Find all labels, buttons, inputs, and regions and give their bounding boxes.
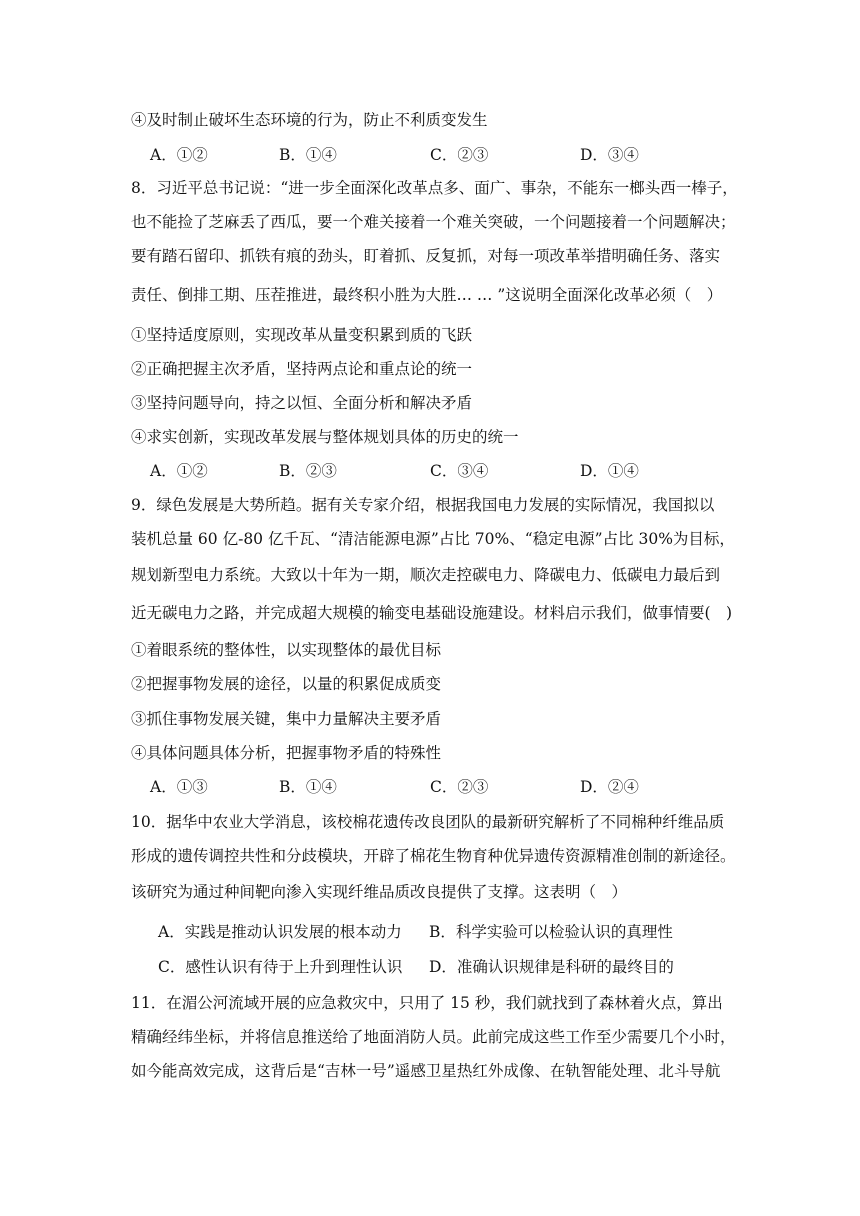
q8-item: ①坚持适度原则，实现改革从量变积累到质的飞跃	[131, 326, 473, 344]
q11-stem-line: 11．在湄公河流域开展的应急救灾中，只用了 15 秒，我们就找到了森林着火点，算出	[131, 994, 723, 1012]
q10-option-d: D．准确认识规律是科研的最终目的	[429, 958, 674, 976]
q9-option-d: D．②④	[580, 778, 639, 796]
q8-stem-line: 要有踏石留印、抓铁有痕的劲头，盯着抓、反复抓，对每一项改革举措明确任务、落实	[131, 247, 721, 265]
q9-option-a: A．①③	[150, 778, 208, 796]
q10-option-a: A．实践是推动认识发展的根本动力	[158, 923, 402, 941]
q9-stem-line: 装机总量 60 亿-80 亿千瓦、“清洁能源电源”占比 70%、“稳定电源”占比 30%为目标，	[131, 530, 735, 548]
q7-option-c: C．②③	[430, 146, 489, 164]
q9-stem-line: 9．绿色发展是大势所趋。据有关专家介绍，根据我国电力发展的实际情况，我国拟以	[131, 496, 715, 514]
q7-item-4: ④及时制止破坏生态环境的行为，防止不利质变发生	[131, 111, 488, 129]
q10-options-row-2	[0, 957, 860, 977]
q10-options-row-1	[0, 922, 860, 942]
q9-stem-line: 近无碳电力之路，并完成超大规模的输变电基础设施建设。材料启示我们，做事情要( )	[131, 604, 733, 622]
q9-options	[0, 777, 860, 797]
q7-option-d: D．③④	[580, 146, 639, 164]
q8-option-c: C．③④	[430, 462, 489, 480]
q9-item: ③抓住事物发展关键，集中力量解决主要矛盾	[131, 710, 442, 728]
q9-item: ④具体问题具体分析，把握事物矛盾的特殊性	[131, 744, 442, 762]
q8-item: ③坚持问题导向，持之以恒、全面分析和解决矛盾	[131, 394, 473, 412]
q8-stem-line: 责任、倒排工期、压茬推进，最终积小胜为大胜… … ”这说明全面深化改革必须（ ）	[131, 286, 723, 304]
q7-options	[0, 145, 860, 165]
q9-option-b: B．①④	[279, 778, 337, 796]
q11-stem-line: 精确经纬坐标，并将信息推送给了地面消防人员。此前完成这些工作至少需要几个小时，	[131, 1028, 736, 1046]
q9-item: ①着眼系统的整体性，以实现整体的最优目标	[131, 641, 442, 659]
q10-option-c: C．感性认识有待于上升到理性认识	[158, 958, 403, 976]
q11-stem-line: 如今能高效完成，这背后是“吉林一号”遥感卫星热红外成像、在轨智能处理、北斗导航	[131, 1062, 721, 1080]
q8-option-d: D．①④	[580, 462, 639, 480]
q8-option-a: A．①②	[150, 462, 208, 480]
q7-option-a: A．①②	[150, 146, 208, 164]
q10-stem-line: 该研究为通过种间靶向渗入实现纤维品质改良提供了支撑。这表明（ ）	[131, 883, 628, 901]
q8-item: ②正确把握主次矛盾，坚持两点论和重点论的统一	[131, 360, 473, 378]
q8-item: ④求实创新，实现改革发展与整体规划具体的历史的统一	[131, 428, 519, 446]
q8-stem-line: 也不能捡了芝麻丢了西瓜，要一个难关接着一个难关突破，一个问题接着一个问题解决；	[131, 213, 736, 231]
q7-option-b: B．①④	[279, 146, 337, 164]
q10-stem-line: 10．据华中农业大学消息，该校棉花遗传改良团队的最新研究解析了不同棉种纤维品质	[131, 813, 725, 831]
q8-stem-line: 8．习近平总书记说：“进一步全面深化改革点多、面广、事杂，不能东一榔头西一棒子，	[131, 179, 738, 197]
q10-stem-line: 形成的遗传调控共性和分歧模块，开辟了棉花生物育种优异遗传资源精准创制的新途径。	[131, 847, 736, 865]
q9-option-c: C．②③	[430, 778, 489, 796]
q8-option-b: B．②③	[279, 462, 337, 480]
q8-options	[0, 461, 860, 481]
q10-option-b: B．科学实验可以检验认识的真理性	[429, 923, 673, 941]
q9-item: ②把握事物发展的途径，以量的积累促成质变	[131, 675, 442, 693]
q9-stem-line: 规划新型电力系统。大致以十年为一期，顺次走控碳电力、降碳电力、低碳电力最后到	[131, 566, 721, 584]
